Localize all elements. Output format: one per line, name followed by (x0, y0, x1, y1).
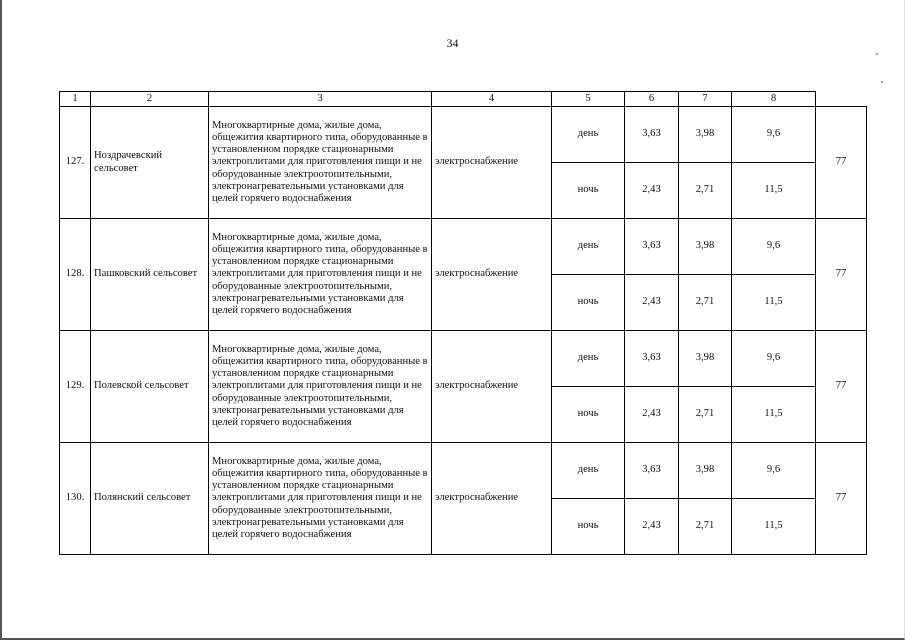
header-cell: 4 (432, 92, 552, 107)
value-col7-night: 11,5 (732, 163, 816, 219)
value-col7-night: 11,5 (732, 499, 816, 555)
value-col6-night: 2,71 (679, 275, 732, 331)
header-cell: 7 (679, 92, 732, 107)
value-col5-day: 3,63 (625, 219, 679, 275)
row-number: 127. (60, 107, 91, 219)
value-col5-night: 2,43 (625, 499, 679, 555)
row-number: 130. (60, 443, 91, 555)
period-day: день (552, 107, 625, 163)
value-col7-day: 9,6 (732, 331, 816, 387)
consumer-description: Многоквартирные дома, жилые дома, общежития квартирного типа, оборудованные в установленном порядке стационарными электроплитами для приготовления пищи и не оборудованные электроотопительными, электронагревательными установками для целей горячего водоснабжения (209, 107, 432, 219)
tariff-table (59, 91, 867, 555)
header-cell: 8 (732, 92, 816, 107)
header-cell: 6 (625, 92, 679, 107)
value-col6-day: 3,98 (679, 331, 732, 387)
council-name: Ноздрачевский сельсовет (91, 107, 209, 219)
service-name: электроснабжение (432, 107, 552, 219)
row-number: 129. (60, 331, 91, 443)
page-number: 34 (446, 36, 459, 50)
value-col5-day: 3,63 (625, 107, 679, 163)
consumer-description: Многоквартирные дома, жилые дома, общежития квартирного типа, оборудованные в установленном порядке стационарными электроплитами для приготовления пищи и не оборудованные электроотопительными, электронагревательными установками для целей горячего водоснабжения (209, 443, 432, 555)
value-col6-night: 2,71 (679, 499, 732, 555)
period-day: день (552, 331, 625, 387)
consumer-description: Многоквартирные дома, жилые дома, общежития квартирного типа, оборудованные в установленном порядке стационарными электроплитами для приготовления пищи и не оборудованные электроотопительными, электронагревательными установками для целей горячего водоснабжения (209, 219, 432, 331)
service-name: электроснабжение (432, 443, 552, 555)
value-col8: 77 (816, 331, 867, 443)
value-col5-night: 2,43 (625, 275, 679, 331)
scan-speck (881, 81, 883, 83)
period-night: ночь (552, 163, 625, 219)
scan-speck (876, 53, 878, 55)
header-cell: 5 (552, 92, 625, 107)
value-col7-night: 11,5 (732, 275, 816, 331)
value-col7-day: 9,6 (732, 443, 816, 499)
value-col7-day: 9,6 (732, 219, 816, 275)
header-cell: 2 (91, 92, 209, 107)
service-name: электроснабжение (432, 331, 552, 443)
value-col6-night: 2,71 (679, 163, 732, 219)
period-day: день (552, 443, 625, 499)
council-name: Полевской сельсовет (91, 331, 209, 443)
council-name: Полянский сельсовет (91, 443, 209, 555)
value-col8: 77 (816, 107, 867, 219)
period-day: день (552, 219, 625, 275)
value-col6-day: 3,98 (679, 443, 732, 499)
value-col8: 77 (816, 443, 867, 555)
table-row (60, 219, 867, 275)
header-cell: 3 (209, 92, 432, 107)
value-col5-night: 2,43 (625, 387, 679, 443)
council-name: Пашковский сельсовет (91, 219, 209, 331)
value-col6-day: 3,98 (679, 219, 732, 275)
period-night: ночь (552, 275, 625, 331)
table-row (60, 443, 867, 499)
period-night: ночь (552, 387, 625, 443)
value-col7-day: 9,6 (732, 107, 816, 163)
service-name: электроснабжение (432, 219, 552, 331)
consumer-description: Многоквартирные дома, жилые дома, общежития квартирного типа, оборудованные в установленном порядке стационарными электроплитами для приготовления пищи и не оборудованные электроотопительными, электронагревательными установками для целей горячего водоснабжения (209, 331, 432, 443)
value-col5-day: 3,63 (625, 443, 679, 499)
value-col5-day: 3,63 (625, 331, 679, 387)
period-night: ночь (552, 499, 625, 555)
row-number: 128. (60, 219, 91, 331)
header-cell: 1 (60, 92, 91, 107)
value-col7-night: 11,5 (732, 387, 816, 443)
header-row (60, 92, 867, 107)
value-col8: 77 (816, 219, 867, 331)
table-row (60, 107, 867, 163)
value-col6-night: 2,71 (679, 387, 732, 443)
table-row (60, 331, 867, 387)
value-col5-night: 2,43 (625, 163, 679, 219)
value-col6-day: 3,98 (679, 107, 732, 163)
